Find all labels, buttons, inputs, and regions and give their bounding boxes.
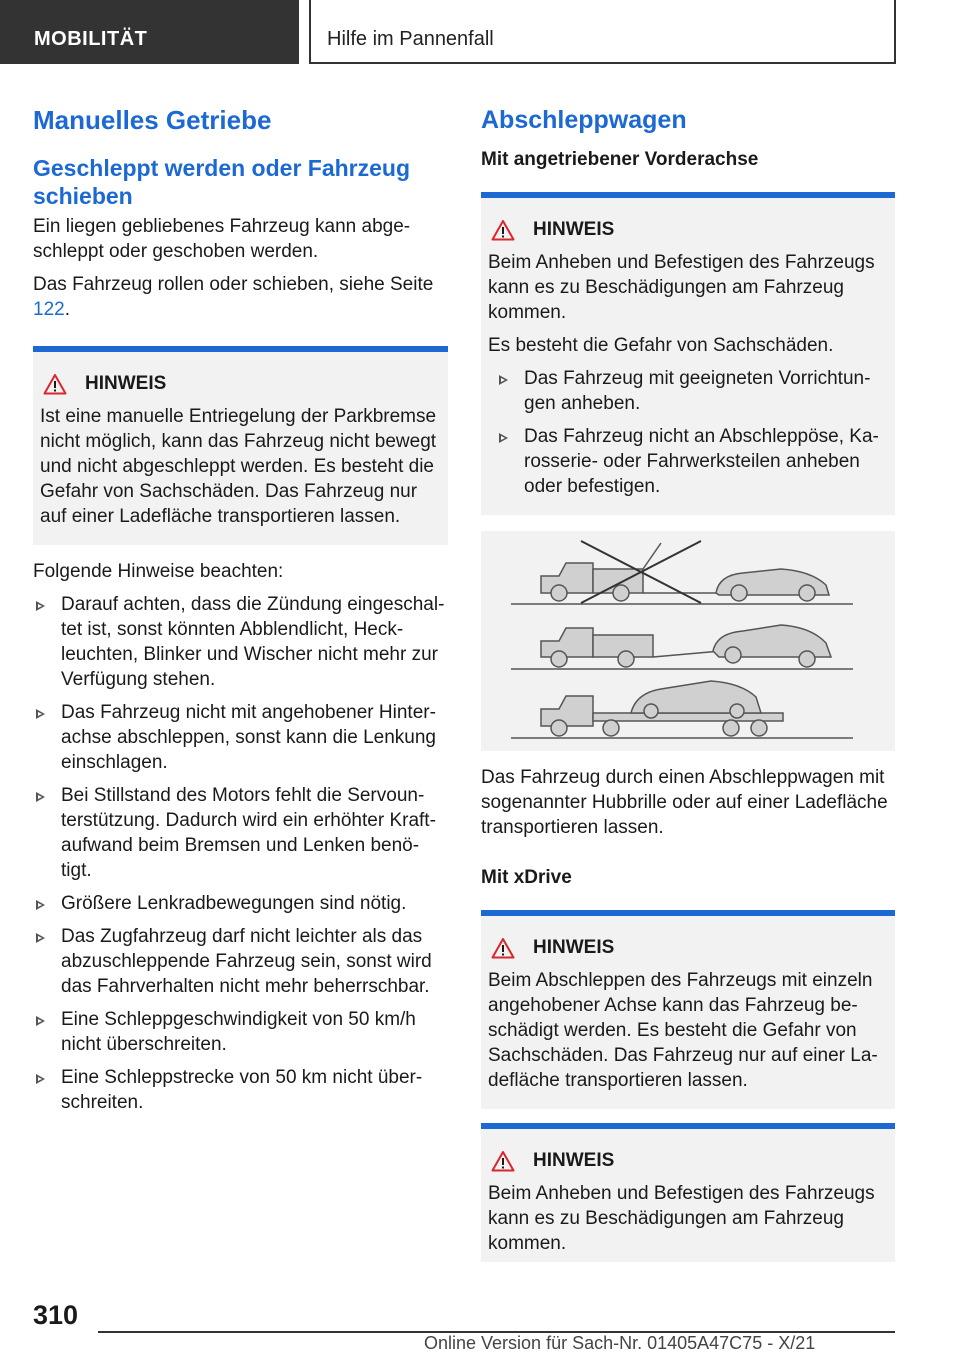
page-number: 310 (33, 1300, 79, 1330)
section-title: MOBILITÄT (34, 28, 148, 50)
reference-text: Das Fahrzeug rollen oder schieben, siehe Seite (33, 274, 434, 295)
section-tab (0, 0, 299, 64)
notice-title: HINWEIS (85, 373, 167, 394)
notice-box (481, 910, 895, 1109)
notice-header (491, 1149, 888, 1173)
list-item: Bei Stillstand des Motors fehlt die Servoun‐terstützung. Dadurch wird ein erhöhter Kraft‐aufwand beim Bremsen und Lenken benö‐tigt. (33, 783, 448, 883)
list-item: Das Fahrzeug nicht an Abschleppöse, Ka‐rosserie- oder Fahrwerksteilen anheben oder befestigen. (496, 424, 888, 499)
section-heading: Abschleppwagen (481, 106, 687, 134)
notice-title: HINWEIS (533, 1150, 615, 1171)
warning-icon (43, 373, 67, 395)
subheading-xdrive: Mit xDrive (481, 867, 572, 888)
list-item: Das Fahrzeug mit geeigneten Vorrichtun‐gen anheben. (496, 366, 888, 416)
notice-text: Beim Anheben und Befestigen des Fahrzeugs kann es zu Beschädigungen am Fahrzeug kommen. (488, 252, 875, 323)
notice-title: HINWEIS (533, 219, 615, 240)
list-item: Darauf achten, dass die Zündung eingeschal‐tet ist, sonst könnten Abblendlicht, Heck‐leuchten, Blinker und Wischer nicht mehr zur Verfügung stehen. (33, 592, 448, 692)
intro-paragraph: Ein liegen gebliebenes Fahrzeug kann abge‐schleppt oder geschoben werden. (33, 216, 411, 262)
section-heading: Manuelles Getriebe (33, 105, 272, 135)
notice-header (491, 936, 888, 960)
chapter-title: Hilfe im Pannenfall (327, 28, 494, 50)
tow-truck-diagram (481, 531, 895, 751)
hint-list (33, 592, 448, 1115)
notice-header (491, 218, 888, 242)
notice-text: Es besteht die Gefahr von Sachschäden. (488, 335, 834, 356)
notice-title: HINWEIS (533, 937, 615, 958)
left-column (33, 100, 448, 1115)
list-intro: Folgende Hinweise beachten: (33, 561, 284, 582)
warning-icon (491, 219, 515, 241)
reference-suffix: . (64, 299, 70, 320)
list-item: Größere Lenkradbewegungen sind nötig. (33, 891, 448, 916)
subsection-heading: Geschleppt werden oder Fahrzeug schieben (33, 155, 411, 209)
chapter-tab (309, 0, 896, 64)
footer-version: Online Version für Sach-Nr. 01405A47C75 - X/21 (424, 1333, 816, 1353)
notice-text: Beim Anheben und Befestigen des Fahrzeugs kann es zu Beschädigungen am Fahrzeug kommen. (488, 1183, 875, 1254)
notice-header (43, 372, 441, 396)
page-reference-link[interactable]: 122 (33, 299, 65, 320)
notice-text: Ist eine manuelle Entriegelung der Parkbremse nicht möglich, kann das Fahrzeug nicht bewegt und nicht abgeschleppt werden. Es besteht die Gefahr von Sachschäden. Das Fahrzeug nur auf einer Ladefläche transportieren lassen. (40, 406, 437, 527)
figure-caption: Das Fahrzeug durch einen Abschleppwagen mit sogenannter Hubbrille oder auf einer Ladefläche transportieren lassen. (481, 767, 888, 838)
page-reference-paragraph (33, 272, 448, 322)
warning-icon (491, 1150, 515, 1172)
list-item: Das Fahrzeug nicht mit angehobener Hinter‐achse abschleppen, sonst kann die Lenkung einschlagen. (33, 700, 448, 775)
warning-icon (491, 937, 515, 959)
notice-box (33, 346, 448, 545)
notice-text: Beim Abschleppen des Fahrzeugs mit einzeln angehobener Achse kann das Fahrzeug be‐schädigt werden. Es besteht die Gefahr von Sachschäden. Das Fahrzeug nur auf einer La‐defläche transportieren lassen. (488, 970, 878, 1091)
notice-box (481, 1123, 895, 1262)
towing-illustration (481, 531, 895, 751)
list-item: Eine Schleppgeschwindigkeit von 50 km/h nicht überschreiten. (33, 1007, 448, 1057)
list-item: Das Zugfahrzeug darf nicht leichter als das abzuschleppende Fahrzeug sein, sonst wird das Fahrverhalten nicht mehr beherrschbar. (33, 924, 448, 999)
notice-box (481, 192, 895, 515)
right-column (481, 100, 895, 1262)
list-item: Eine Schleppstrecke von 50 km nicht über‐schreiten. (33, 1065, 448, 1115)
notice-list (496, 366, 888, 499)
subheading-front-axle: Mit angetriebener Vorderachse (481, 149, 759, 170)
